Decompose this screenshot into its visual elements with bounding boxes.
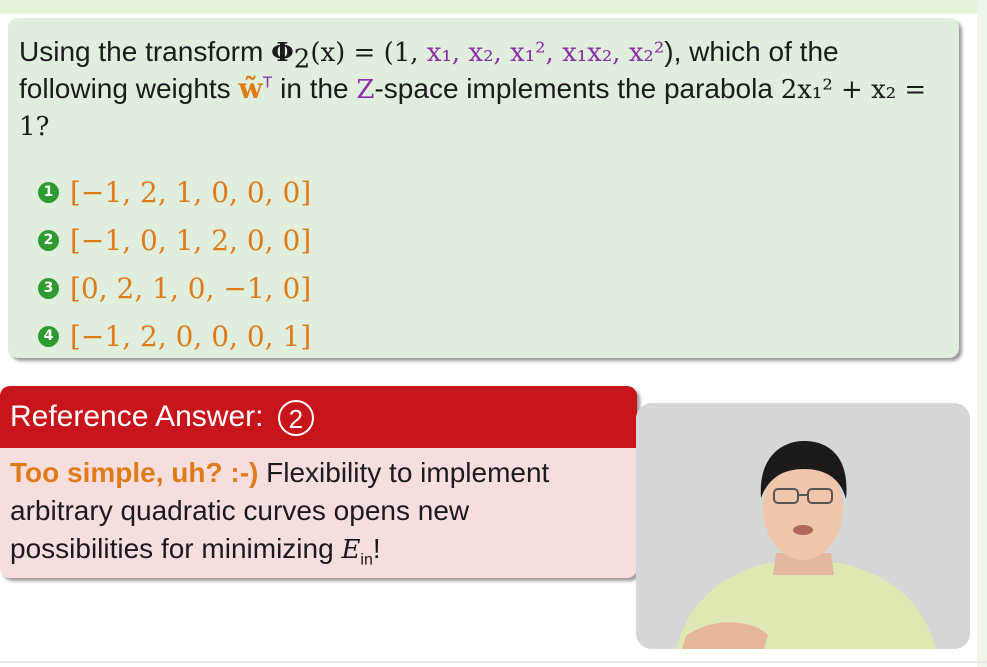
- question-intro: Using the transform: [19, 36, 272, 67]
- ein-symbol: E: [341, 535, 361, 565]
- choice-1[interactable]: [38, 168, 311, 216]
- question-box: [8, 18, 959, 358]
- answer-end: !: [372, 533, 381, 564]
- question-middle: ), which of the following weights: [19, 36, 839, 104]
- transform-terms: x₁, x₂, x₁², x₁x₂, x₂²: [426, 38, 665, 68]
- choice-2[interactable]: [38, 216, 311, 264]
- choice-2-vector: [−1, 0, 1, 2, 0, 0]: [70, 223, 312, 257]
- question-text: [19, 34, 949, 145]
- choice-4-vector: [−1, 2, 0, 0, 0, 1]: [70, 319, 312, 353]
- answer-title: Reference Answer:: [10, 400, 264, 433]
- answer-body: [0, 448, 637, 578]
- weight-symbol: w̃: [238, 72, 263, 105]
- ein-subscript: in: [360, 551, 373, 569]
- question-space-suffix: -space implements the parabola: [374, 73, 781, 104]
- z-space-symbol: Z: [356, 75, 375, 105]
- choice-1-vector: [−1, 2, 1, 0, 0, 0]: [70, 175, 312, 209]
- presenter-video-frame: [636, 403, 970, 649]
- answer-number: 2: [278, 400, 314, 436]
- choices-list: [38, 168, 311, 360]
- choice-2-badge: 2: [38, 230, 59, 251]
- choice-1-badge: 1: [38, 182, 59, 203]
- right-strip: [977, 0, 987, 667]
- question-space-prefix: in the: [272, 73, 357, 104]
- choice-3[interactable]: [38, 264, 311, 312]
- answer-title-row: [10, 400, 314, 436]
- choice-4-badge: 4: [38, 326, 59, 347]
- answer-emphasis: Too simple, uh? :-): [10, 457, 259, 488]
- weight-transpose: T: [262, 74, 273, 92]
- answer-text: [10, 454, 610, 569]
- choice-4[interactable]: [38, 312, 311, 360]
- phi-symbol: Φ: [271, 38, 294, 68]
- presenter-mouth: [793, 525, 813, 535]
- answer-explanation: Flexibility to implement arbitrary quadratic curves opens new possibilities for minimizing: [10, 457, 550, 564]
- phi-subscript: 2: [293, 44, 311, 75]
- parabola-equation: 2x₁² + x₂ = 1?: [19, 75, 927, 142]
- answer-header: [0, 386, 637, 448]
- top-strip: [0, 0, 987, 14]
- choice-3-badge: 3: [38, 278, 59, 299]
- phi-argument: (x) = (1,: [310, 38, 427, 68]
- presenter-video[interactable]: [636, 403, 970, 649]
- bottom-separator: [0, 661, 987, 663]
- choice-3-vector: [0, 2, 1, 0, −1, 0]: [70, 271, 312, 305]
